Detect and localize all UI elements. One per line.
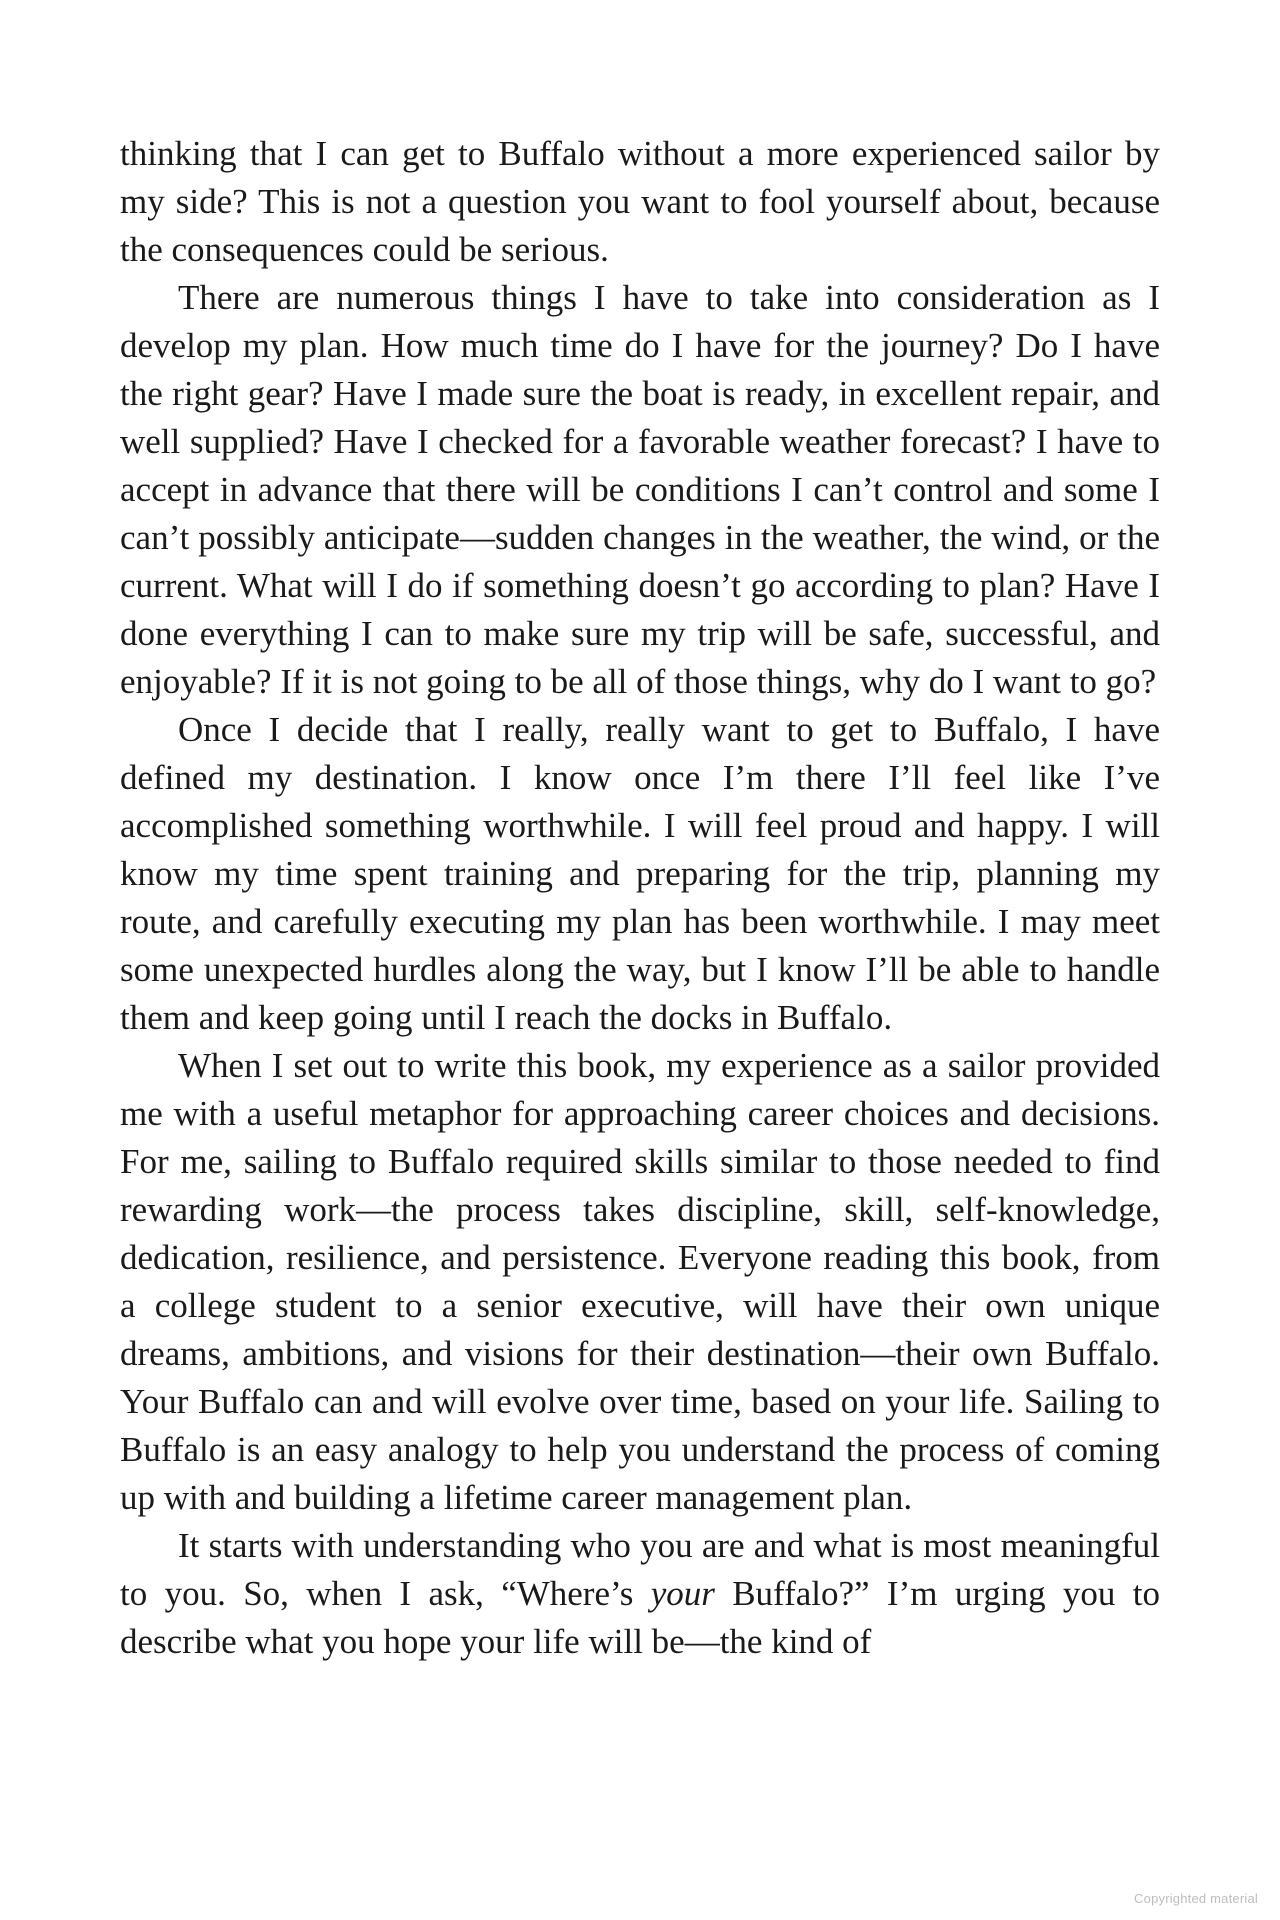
paragraph-5	[120, 1522, 1160, 1666]
paragraph-3: Once I decide that I really, really want to get to Buffalo, I have defined my destination. I know once I’m there I’ll feel like I’ve accomplished something worthwhile. I will feel proud and happy. I will know my time spent training and preparing for the trip, planning my route, and carefully executing my plan has been worthwhile. I may meet some unexpected hurdles along the way, but I know I’ll be able to handle them and keep going until I reach the docks in Buffalo.	[120, 710, 1160, 1037]
copyright-watermark: Copyrighted material	[1134, 1891, 1258, 1906]
emphasis-your: your	[650, 1574, 715, 1613]
paragraph-5-end: Buffalo?” I’m urging you to describe what you hope your life will be—the kind of	[120, 1574, 1161, 1661]
paragraph-4: When I set out to write this book, my experience as a sailor provided me with a useful metaphor for approaching career choices and decisions. For me, sailing to Buffalo required skills similar to those needed to find rewarding work—the process takes discipline, skill, self-knowledge, dedication, resilience, and persistence. Everyone reading this book, from a college student to a senior executive, will have their own unique dreams, ambitions, and visions for their destination—their own Buffalo. Your Buffalo can and will evolve over time, based on your life. Sailing to Buffalo is an easy analogy to help you understand the process of coming up with and building a lifetime career management plan.	[120, 1046, 1160, 1517]
body-text	[120, 130, 1160, 1666]
paragraph-2: There are numerous things I have to take into consideration as I develop my plan. How much time do I have for the journey? Do I have the right gear? Have I made sure the boat is ready, in excellent repair, and well supplied? Have I checked for a favorable weather forecast? I have to accept in advance that there will be conditions I can’t control and some I can’t possibly anticipate—sudden changes in the weather, the wind, or the current. What will I do if something doesn’t go according to plan? Have I done everything I can to make sure my trip will be safe, successful, and enjoyable? If it is not going to be all of those things, why do I want to go?	[120, 278, 1160, 701]
paragraph-1: thinking that I can get to Buffalo without a more experienced sailor by my side? This is not a question you want to fool yourself about, because the consequences could be serious.	[120, 134, 1160, 269]
paragraph-5-start: It starts with understanding who you are and what is most meaningful to you. So, when I ask, “Where’s	[120, 1526, 1160, 1613]
